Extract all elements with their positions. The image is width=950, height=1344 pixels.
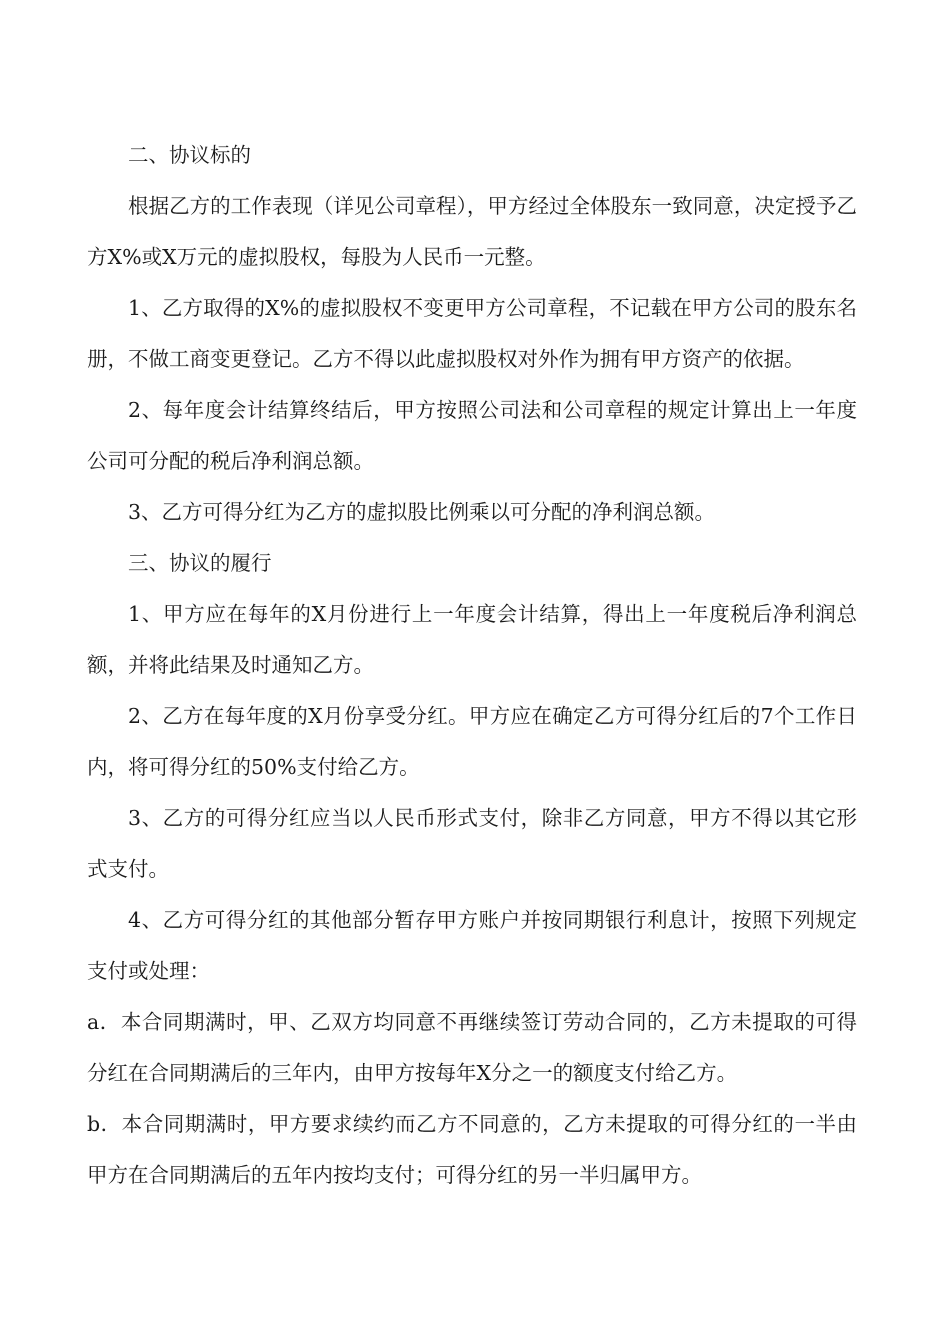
paragraph-grant: 根据乙方的工作表现（详见公司章程），甲方经过全体股东一致同意，决定授予乙方X%或X万元的虚拟股权，每股为人民币一元整。 (87, 194, 857, 269)
section-heading-agreement-subject: 二、协议标的 (128, 143, 251, 167)
paragraph-performance-3: 3、乙方的可得分红应当以人民币形式支付，除非乙方同意，甲方不得以其它形式支付。 (87, 806, 857, 881)
paragraph-performance-1: 1、甲方应在每年的X月份进行上一年度会计结算，得出上一年度税后净利润总额，并将此结果及时通知乙方。 (87, 602, 857, 677)
paragraph-clause-2: 2、每年度会计结算终结后，甲方按照公司法和公司章程的规定计算出上一年度公司可分配的税后净利润总额。 (87, 398, 857, 473)
section-heading-performance: 三、协议的履行 (128, 551, 272, 575)
document-body (87, 130, 857, 1201)
list-item-b: b．本合同期满时，甲方要求续约而乙方不同意的，乙方未提取的可得分红的一半由甲方在合同期满后的五年内按均支付；可得分红的另一半归属甲方。 (87, 1112, 857, 1187)
list-item-a: a．本合同期满时，甲、乙双方均同意不再继续签订劳动合同的，乙方未提取的可得分红在合同期满后的三年内，由甲方按每年X分之一的额度支付给乙方。 (87, 1010, 857, 1085)
paragraph-clause-1: 1、乙方取得的X%的虚拟股权不变更甲方公司章程，不记载在甲方公司的股东名册，不做工商变更登记。乙方不得以此虚拟股权对外作为拥有甲方资产的依据。 (87, 296, 857, 371)
paragraph-performance-2: 2、乙方在每年度的X月份享受分红。甲方应在确定乙方可得分红后的7个工作日内，将可得分红的50%支付给乙方。 (87, 704, 857, 779)
paragraph-clause-3: 3、乙方可得分红为乙方的虚拟股比例乘以可分配的净利润总额。 (128, 500, 716, 524)
paragraph-performance-4: 4、乙方可得分红的其他部分暂存甲方账户并按同期银行利息计，按照下列规定支付或处理： (87, 908, 857, 983)
